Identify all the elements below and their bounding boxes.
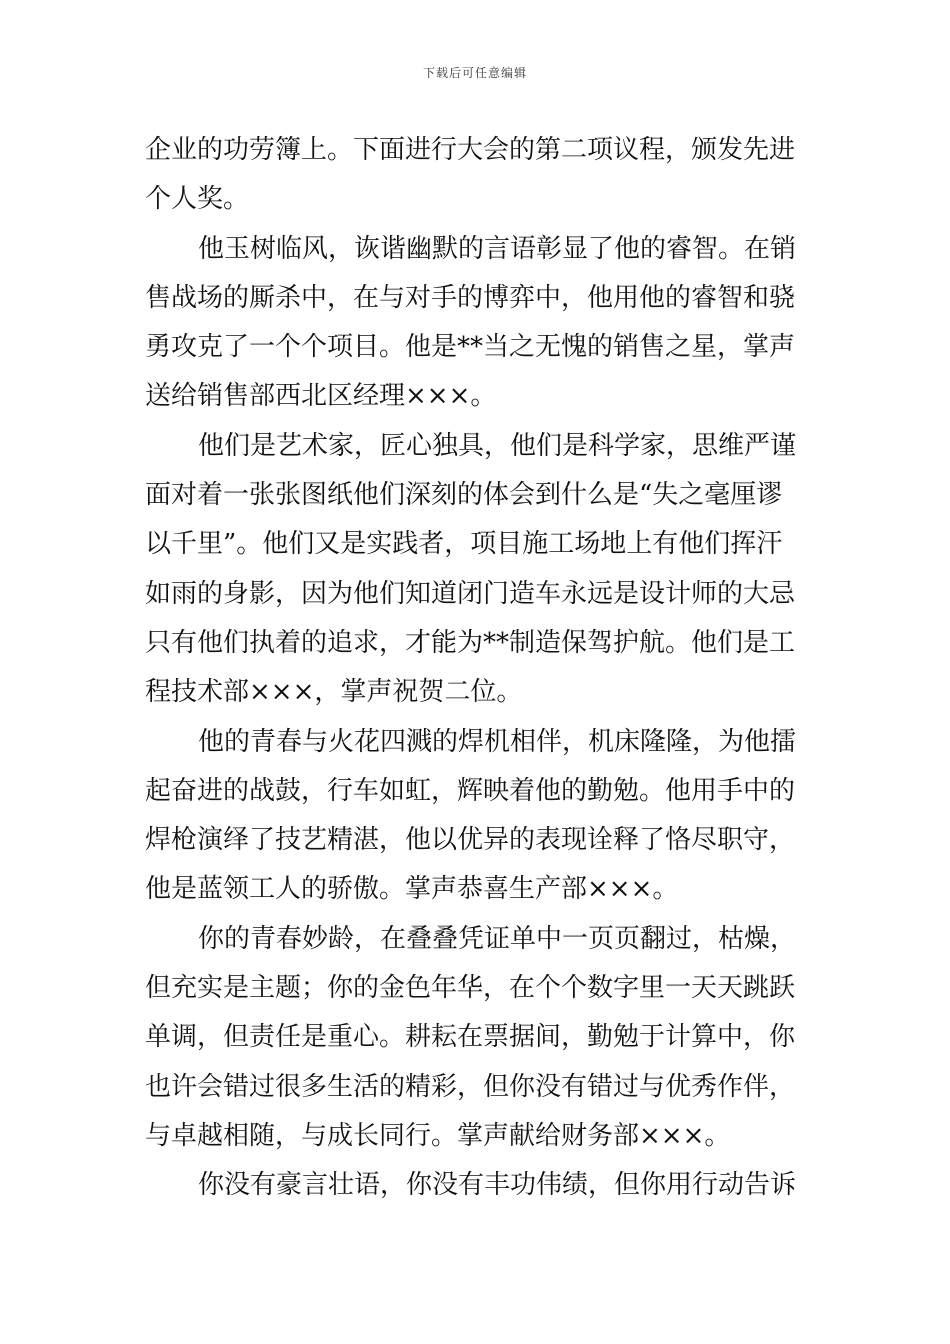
text-line: 企业的功劳簿上。下面进行大会的第二项议程，颁发先进 xyxy=(145,135,796,165)
text-line: 以千里”。他们又是实践者，项目施工场地上有他们挥汗 xyxy=(145,529,783,560)
text-line: 与卓越相随，与成长同行。掌声献给财务部×××。 xyxy=(145,1120,731,1151)
text-line: 面对着一张张图纸他们深刻的体会到什么是“失之毫厘谬 xyxy=(145,480,783,511)
text-line: 他是蓝领工人的骄傲。掌声恭喜生产部×××。 xyxy=(145,874,679,905)
paragraph-start-line: 他们是艺术家，匠心独具，他们是科学家，思维严谨 xyxy=(198,430,797,461)
document-body xyxy=(145,126,810,1211)
text-line: 单调，但责任是重心。耕耘在票据间，勤勉于计算中，你 xyxy=(145,1022,796,1053)
text-line: 焊枪演绎了技艺精湛，他以优异的表现诠释了恪尽职守， xyxy=(145,825,796,856)
paragraph-start-line: 你没有豪言壮语，你没有丰功伟绩，但你用行动告诉 xyxy=(198,1170,797,1201)
text-line: 程技术部×××，掌声祝贺二位。 xyxy=(145,677,523,708)
text-line: 售战场的厮杀中，在与对手的博弈中，他用他的睿智和骁 xyxy=(145,282,796,313)
text-line: 送给销售部西北区经理×××。 xyxy=(145,381,497,412)
text-line: 起奋进的战鼓，行车如虹，辉映着他的勤勉。他用手中的 xyxy=(145,775,796,806)
text-line: 勇攻克了一个个项目。他是**当之无愧的销售之星，掌声 xyxy=(145,332,796,363)
paragraph-start-line: 他的青春与火花四溅的焊机相伴，机床隆隆，为他擂 xyxy=(198,726,797,757)
page-header: 下载后可任意编辑 xyxy=(422,66,527,80)
paragraph-start-line: 他玉树临风，诙谐幽默的言语彰显了他的睿智。在销 xyxy=(198,233,797,264)
text-line: 只有他们执着的追求，才能为**制造保驾护航。他们是工 xyxy=(145,627,796,658)
text-line: 但充实是主题；你的金色年华，在个个数字里一天天跳跃 xyxy=(145,973,796,1004)
text-line: 也许会错过很多生活的精彩，但你没有错过与优秀作伴， xyxy=(145,1071,796,1102)
paragraph-start-line: 你的青春妙龄，在叠叠凭证单中一页页翻过，枯燥， xyxy=(198,923,797,954)
text-line: 如雨的身影，因为他们知道闭门造车永远是设计师的大忌 xyxy=(145,578,796,609)
text-line: 个人奖。 xyxy=(145,184,250,215)
